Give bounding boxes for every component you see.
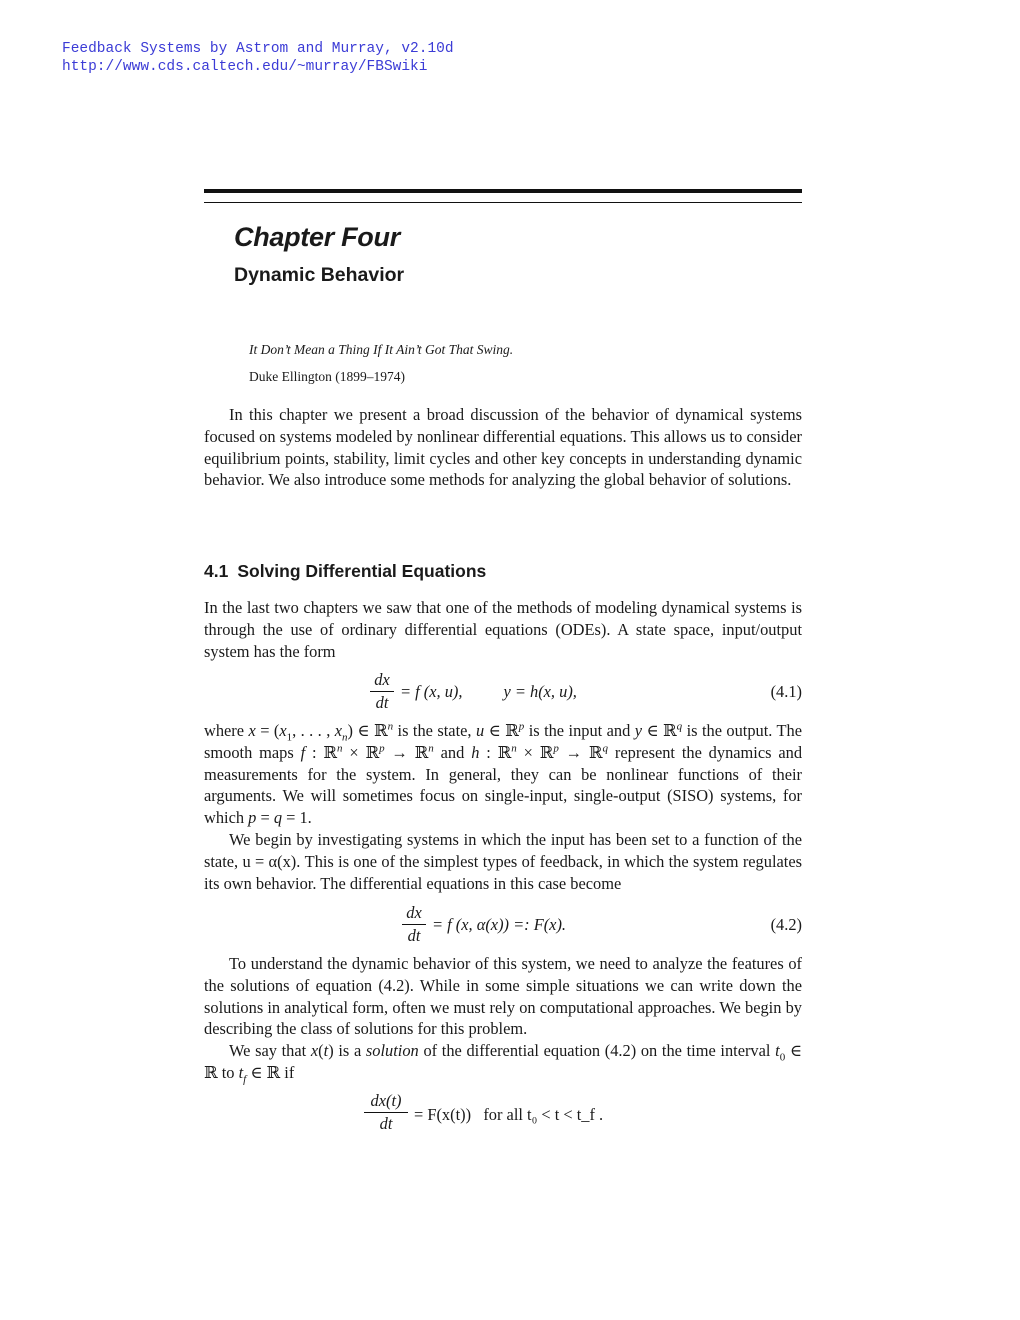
eq2-rhs: = f (x, α(x)) =: F(x). bbox=[432, 915, 567, 934]
eq2-fraction bbox=[402, 903, 426, 946]
eq3-numerator: dx(t) bbox=[370, 1091, 402, 1110]
paragraph-2-text: where $x = (x_1$, . . . , $x_n$) ∈ ℝ$^n$ is the state, u ∈ ℝ$^p$ is the input and y ∈ ℝ$^q$ is the output. The smooth maps f : ℝ$^n$ × ℝ$^p$ → ℝ$^n$ and h : ℝ$^n$ × ℝ$^p$ → ℝ$^q$ represent the dynamics and measurements for the system. In general, they can be nonlinear functions of their arguments. We will sometimes focus on single-input, single-output (SISO) systems, for which p = q = 1. bbox=[204, 720, 803, 828]
header-note-line1: Feedback Systems by Astrom and Murray, v2.10d bbox=[62, 41, 454, 57]
paragraph-5-text: We say that x(t) is a solution of the differential equation (4.2) on the time interval $t_0$ ∈ ℝ to $t_f$ ∈ ℝ if bbox=[204, 1041, 803, 1086]
solution-emphasis: solution bbox=[365, 1041, 419, 1061]
eq1-fraction-bar bbox=[370, 691, 394, 692]
chapter-rule-thick bbox=[204, 189, 802, 193]
eq2-numerator: dx bbox=[406, 903, 422, 922]
section-title: Solving Differential Equations bbox=[237, 561, 487, 581]
equation-4-2 bbox=[204, 903, 802, 951]
chapter-subtitle: Dynamic Behavior bbox=[234, 264, 405, 286]
eq1-numerator: dx bbox=[374, 670, 390, 689]
eq1-label: (4.1) bbox=[770, 682, 802, 701]
equation-4-1 bbox=[204, 670, 802, 718]
intro-text: In this chapter we present a broad discussion of the behavior of dynamical systems focused on systems modeled by nonlinear differential equations. This allows us to consider equilibrium points, stability, limit cycles and other key concepts in understanding dynamic behavior. We also introduce some methods for analyzing the global behavior of solutions. bbox=[204, 405, 802, 490]
section-number: 4.1 bbox=[204, 561, 229, 581]
eq1-denominator: dt bbox=[375, 693, 389, 712]
paragraph-1-text: In the last two chapters we saw that one of the methods of modeling dynamical systems is through the use of ordinary differential equations (ODEs). A state space, input/output system has the form bbox=[204, 598, 802, 661]
section-paragraph-1 bbox=[204, 597, 802, 662]
epigraph-quote: It Don’t Mean a Thing If It Ain’t Got That Swing. bbox=[249, 342, 514, 357]
eq1-fraction bbox=[370, 670, 394, 713]
header-note bbox=[62, 40, 454, 76]
eq3-fraction-bar bbox=[364, 1112, 408, 1113]
eq3-denominator: dt bbox=[379, 1114, 393, 1133]
section-paragraph-4 bbox=[204, 953, 802, 1084]
chapter-title: Chapter Four bbox=[234, 222, 400, 252]
equation-solution bbox=[204, 1091, 802, 1139]
paragraph-4-text: To understand the dynamic behavior of this system, we need to analyze the features of the solutions of equation (4.2). While in some simple situations we can write down the solutions in analytical form, often we must rely on computational approaches. We begin by describing the class of solutions for this problem. bbox=[204, 954, 802, 1039]
intro-paragraph bbox=[204, 404, 802, 491]
eq2-label: (4.2) bbox=[770, 915, 802, 934]
chapter-rule-thin bbox=[204, 202, 802, 203]
paragraph-3-text: We begin by investigating systems in which the input has been set to a function of the state, u = α(x). This is one of the simplest types of feedback, in which the system regulates its own behavior. The differential equations in this case become bbox=[204, 829, 802, 893]
eq2-fraction-bar bbox=[402, 924, 426, 925]
header-note-url[interactable]: http://www.cds.caltech.edu/~murray/FBSwiki bbox=[62, 59, 428, 75]
eq2-denominator: dt bbox=[407, 926, 421, 945]
eq3-fraction bbox=[364, 1091, 408, 1134]
eq1-rhs: = f (x, u), y = h(x, u), bbox=[400, 682, 577, 701]
section-paragraph-2 bbox=[204, 720, 802, 894]
eq3-rhs: = F(x(t)) for all t₀ < t < t_f . bbox=[414, 1105, 604, 1124]
section-heading bbox=[204, 561, 495, 582]
epigraph-author: Duke Ellington (1899–1974) bbox=[249, 369, 405, 384]
